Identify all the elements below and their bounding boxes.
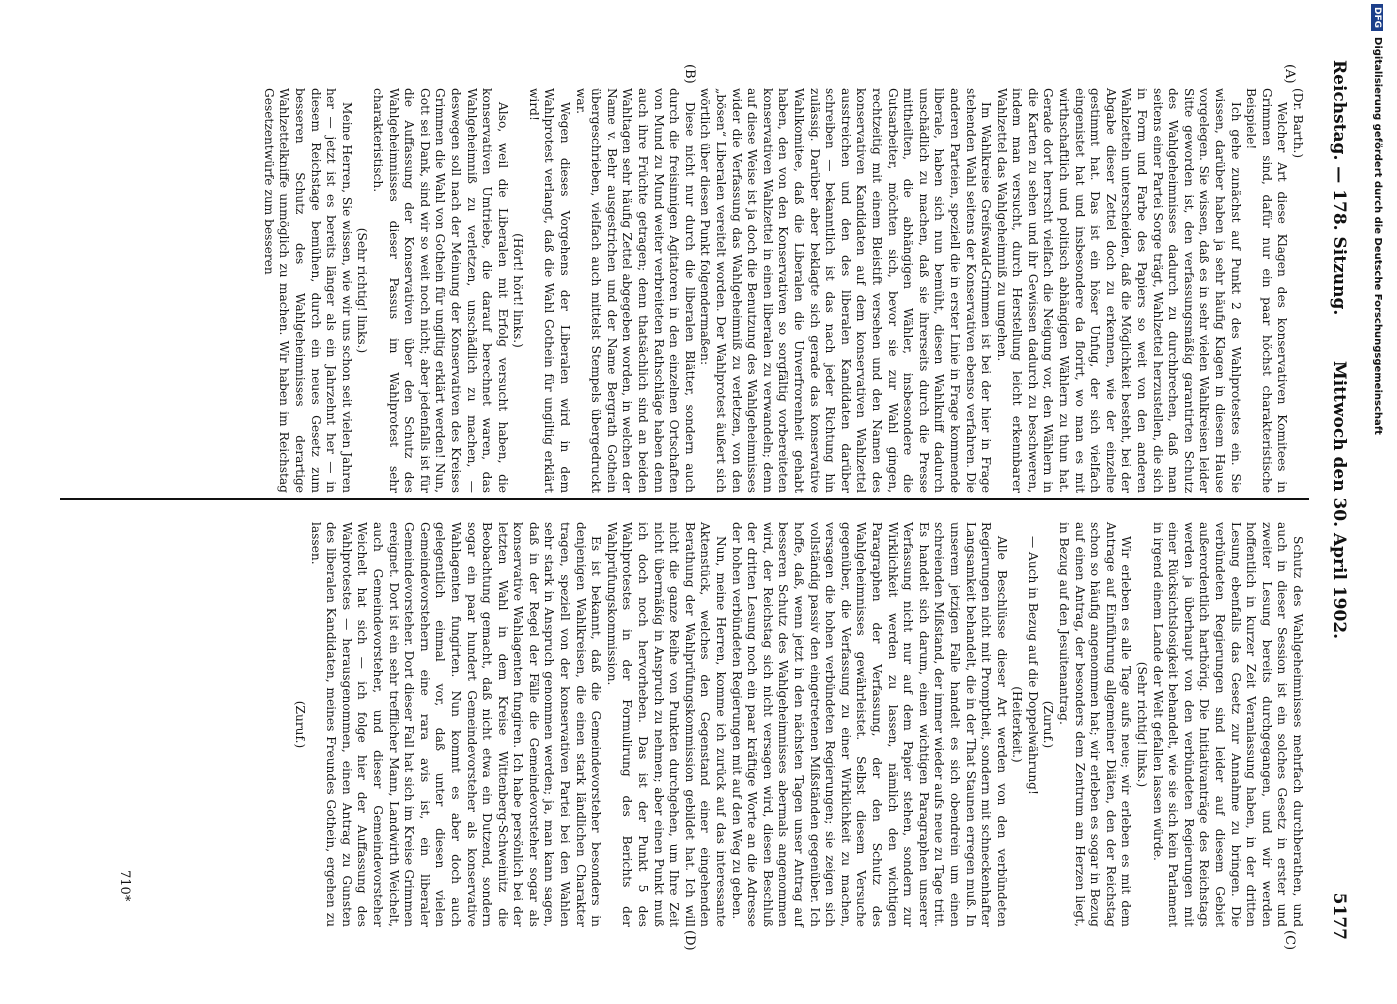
paragraph: Alle Beschlüsse dieser Art werden von den verbündeten Regierungen nicht mit Promptheit, sondern mit schneckenhafter Langsamkeit behandelt, die in der That Staunen erregen muß. In unserem jetzigen Falle handelt es sich obendrein um einen schreienden Mißstand, der immer wieder aufs neue zu Tage tritt. Es handelt sich darum, einen wichtigen Paragraphen unserer Verfassung nicht nur auf dem Papier stehen, sondern zur Wirklichkeit werden zu lassen, nämlich den wichtigen Paragraphen der Verfassung, der den Schutz des Wahlgeheimnisses gewährleistet. Selbst diesem Versuche gegenüber, die Verfassung zu einer Wirklichkeit zu machen, versagen die hohen verbündeten Regierungen; sie zeigen sich vollständig passiv den eingetretenen Mißständen gegenüber. Ich hoffe, daß, wenn jetzt in den nächsten Tagen unser Antrag auf besseren Schutz des Wahlgeheimnisses abermals angenommen wird, der Reichstag sich nicht versagen wird, diesen Beschluß der dritten Lesung noch ein paar kräftige Worte an die Adresse der hohen verbündeten Regierungen mit auf den Weg zu geben. [729,522,1009,927]
paragraph: Wir erleben es alle Tage aufs neue; wir erleben es mit dem Antrage auf Einführung allgemeiner Diäten, den der Reichstag schon so häufig angenommen hat; wir erleben es sogar in Bezug auf einen Antrag, der besonders dem Zentrum am Herzen liegt, in Bezug auf den Jesuitenantrag. [1057,522,1134,927]
paragraph: Schutz des Wahlgeheimnisses mehrfach durchberathen, und auch in dieser Session ist ein solches Gesetz in erster und zweiter Lesung bereits durchgegangen, und wir werden hoffentlich in kurzer Zeit Veranlassung haben, in der dritten Lesung ebenfalls das Gesetz zur Annahme zu bringen. Die verbündeten Regierungen sind leider auf diesem Gebiet außerordentlich harthörig. Die Initiativanträge des Reichstags werden ja überhaupt von den verbündeten Regierungen mit einer Rücksichtslosigkeit behandelt, wie sie sich kein Parlament in irgend einem Lande der Welt gefallen lassen würde. [1150,522,1305,927]
interjection: (Zuruf.) [1041,700,1056,749]
paragraph: Nun, meine Herren, komme ich zurück auf das interessante Aktenstück, welches den Gegenstand einer eingehenden Berathung der Wahlprüfungskommission gebildet hat. Ich will nicht die ganze Reihe von Punkten durchgehen, um Ihre Zeit nicht übermäßig in Anspruch zu nehmen; aber einen Punkt muß ich doch noch hervorheben. Das ist der Punkt 5 des Wahlprotestes in der Formulirung des Berichts der Wahlprüfungskommission. [604,522,729,927]
paragraph: Meine Herren, Sie wissen, wie wir uns schon seit vielen Jahren her — jetzt ist es bereits länger als ein Jahrzehnt her — in diesem Reichstage bemühen, durch ein neues Gesetz zum besseren Schutz des Wahlgeheimnisses derartige Wahlzettelkniffe unmöglich zu machen. Wir haben im Reichstag Gesetzentwürfe zum besseren [261,88,354,493]
paragraph: Wegen dieses Vorgehens der Liberalen wird in dem Wahlprotest verlangt, daß die Wahl Gothein für ungiltig erklärt wird! [526,88,573,493]
margin-letter-a: (A) [1282,64,1297,84]
page-number: 5177 [1329,892,1349,940]
paragraph: Also, weil die Liberalen mit Erfolg versucht haben, die konservativen Umtriebe, die darauf berechnet waren, das Wahlgeheimniß zu verletzen, unschädlich zu machen, — deswegen soll nach der Meinung der Konservativen des Kreises Grimmen die Wahl von Gothein für ungiltig erklärt werden! Nun, Gott sei Dank, sind wir so weit noch nicht; aber jedenfalls ist für die Auffassung der Konservativen über den Schutz des Wahlgeheimnisses dieser Passus im Wahlprotest sehr charakteristisch. [370,88,510,493]
paragraph: Es ist bekannt, daß die Gemeindevorsteher besonders in denjenigen Wahlkreisen, die einen stark ländlichen Charakter tragen, speziell von der konservativen Partei bei den Wahlen sehr stark in Anspruch genommen werden; ja, man kann sagen, daß in der Regel der Fälle die Gemeindevorsteher sogar als konservative Wahlagenten fungiren. Ich habe persönlich bei der letzten Wahl in dem Kreise Wittenberg-Schweinitz die Beobachtung gemacht, daß nicht etwa ein Dutzend, sondern sogar ein paar hundert Gemeindevorsteher als konservative Wahlagenten fungirten. Nun kommt es aber doch auch gelegentlich einmal vor, daß unter diesen vielen Gemeindevorstehern eine rara avis ist, ein liberaler Gemeindevorsteher. Dort dieser Fall hat sich im Kreise Grimmen ereignet. Dort ist ein sehr trefflicher Mann, Landwirth Weichelt, auch Gemeindevorsteher, und dieser Gemeindevorsteher Weichelt hat sich — ich folge hier der Auffassung des Wahlprotestes — herausgenommen, einen Antrag zu Gunsten des liberalen Kandidaten, meines Freundes Gothein, ergehen zu lassen. [308,522,604,927]
dfg-footer [1369,0,1383,1004]
dfg-logo: DFG [1371,4,1383,31]
margin-letter-d: (D) [682,930,697,951]
interjection: (Hört! hört! links.) [511,233,526,348]
interjection: (Sehr richtig! links.) [1135,661,1150,788]
paragraph: — Auch in Bezug auf die Doppelwährung! [1025,536,1040,795]
speaker-name: (Dr. Barth.) [1291,88,1305,159]
header-left: Reichstag. — 178. Sitzung. [1329,60,1349,316]
interjection: (Heiterkeit.) [1010,686,1025,763]
paragraph: Diese nicht nur durch die liberalen Blätter, sondern auch durch die freisinnigen Agitatoren in den einzelnen Ortschaften von Mund zu Mund weiter verbreiteten Rathschläge haben denn auch ihre Früchte getragen; denn thatsächlich sind an beiden Wahltagen sehr häufig Zettel abgegeben worden, in welchen der Name v. Behr ausgestrichen und der Name Bergrath Gothein übergeschrieben, vielfach auch mittelst Stempels übergedruckt war. [573,88,697,493]
header-center: Mittwoch den 30. April 1902. [1329,360,1349,640]
paragraph: Welcher Art diese Klagen des konservativen Komitees in Grimmen sind, dafür nur ein paar höchst charakteristische Beispiele! [1244,88,1290,493]
signature-mark: 710* [117,870,132,902]
running-head [1321,60,1349,940]
paragraph: Im Wahlkreise Greifswald-Grimmen ist bei der hier in Frage stehenden Wahl seitens der Konservativen ebenso verfahren. Die anderen Parteien, speziell die in erster Linie in Frage kommende liberale, haben sich nun bemüht, diesen Wahlkniff dadurch unschädlich zu machen, daß sie ihrerseits durch die Presse mittheilten, die abhängigen Wähler, insbesondere die Gutsarbeiter, möchten sich, bevor sie zur Wahl gingen, rechtzeitig mit einem Bleistift versehen und den Namen des konservativen Kandidaten auf dem konservativen Wahlzettel ausstreichen und den des liberalen Kandidaten darüber schreiben — bekanntlich ist das nach jeder Richtung hin zulässig. Darüber aber beklagte sich gerade das konservative Wahlkomitee, daß die Liberalen die Unverfrorenheit gehabt haben, den von den Konservativen so sorgfältig vorbereiteten konservativen Wahlzettel in einen liberalen zu verwandeln; denn auf diese Weise ist ja doch die Benutzung des Wahlgeheimnisses wider die Verfassung das Wahlgeheimniß zu verletzen, von den „bösen“ Liberalen vereitelt worden. Der Wahlprotest äußert sich wörtlich über diesen Punkt folgendermaßen: [698,88,994,493]
dfg-note: Digitalisierung gefördert durch die Deutsche Forschungsgemeinschaft [1372,37,1383,435]
margin-letter-b: (B) [682,64,697,84]
interjection: (Zuruf.) [293,700,307,749]
paragraph: Ich gehe zunächst auf Punkt 2 des Wahlprotestes ein. Sie wissen, darüber haben ja sehr häufig Klagen in diesem Hause vorgelegen. Sie wissen, daß es in sehr vielen Wahlkreisen leider Sitte geworden ist, den verfassungsmäßig garantirten Schutz des Wahlgeheimnisses dadurch zu durchbrechen, daß man seitens einer Partei Sorge trägt, Wahlzettel herzustellen, die sich in Form und Farbe des Papiers so weit von den anderen Wahlzetteln unterscheiden, daß die Möglichkeit besteht, bei der Abgabe dieser Zettel doch zu erkennen, wie der einzelne gestimmt hat. Das ist ein höser Unfug, der sich vielfach eingenistet hat und insbesondere da florirt, wo man es mit wirthschaftlich und politisch abhängigen Wählern zu thun hat. Gerade dort herrscht vielfach die Neigung vor, den Wählern in die Karten zu sehen und ihr Gewissen dadurch zu beschweren, indem man versucht, durch Herstellung leicht erkennbarer Wahlzettel das Wahlgeheimniß zu umgehen. [994,88,1243,493]
margin-letter-c: (C) [1282,930,1297,951]
left-column [260,88,1305,493]
right-column [291,522,1305,927]
column-divider [60,498,1309,500]
interjection: (Sehr richtig! links.) [355,227,370,354]
